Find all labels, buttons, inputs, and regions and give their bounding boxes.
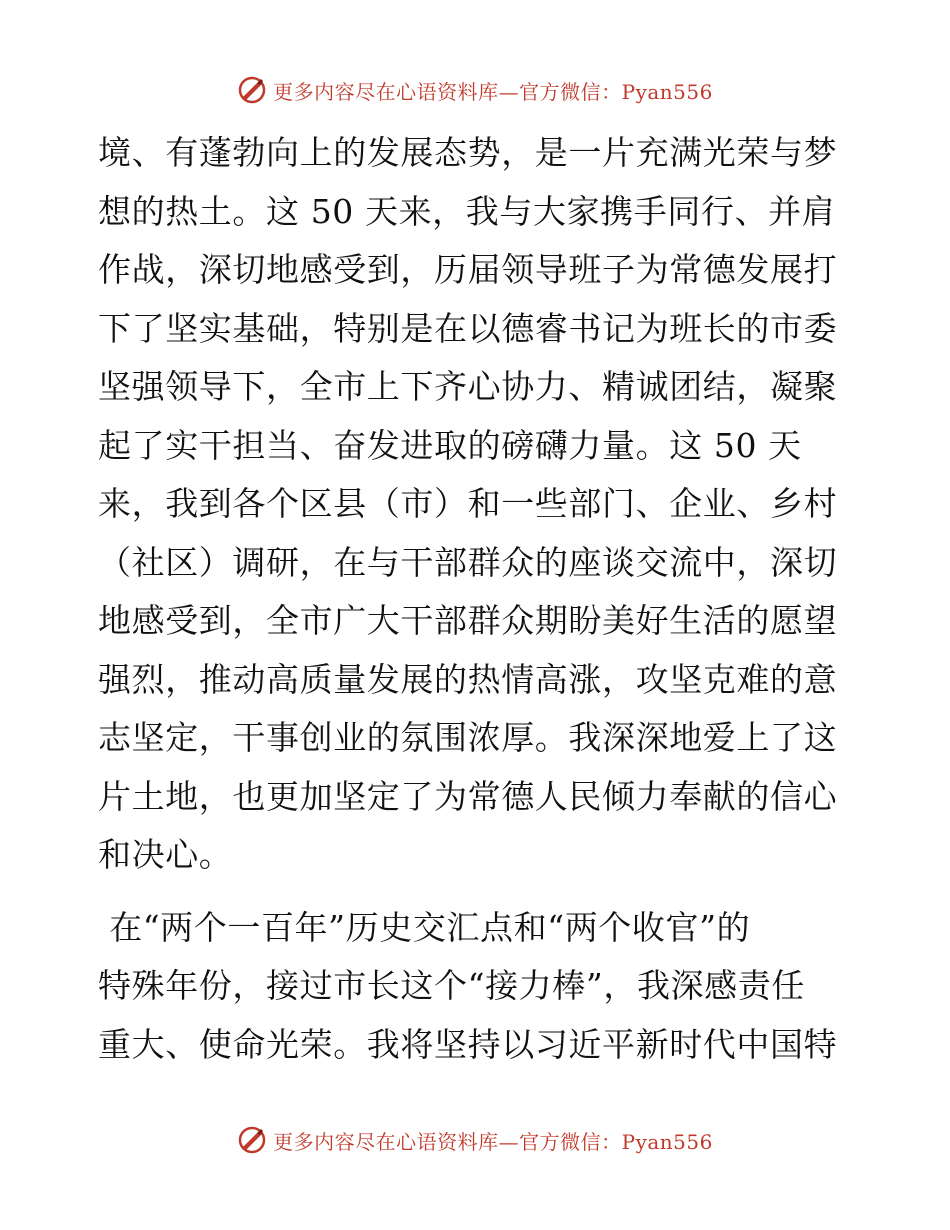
text-line: 在“两个一百年”历史交汇点和“两个收官”的	[98, 907, 751, 947]
pen-logo-icon	[237, 75, 267, 105]
text-line: 来，我到各个区县（市）和一些部门、企业、乡村	[98, 484, 838, 523]
text-line: 境、有蓬勃向上的发展态势，是一片充满光荣与梦	[98, 133, 838, 172]
paragraph-1	[98, 124, 858, 885]
text-line: 重大、使命光荣。我将坚持以习近平新时代中国特	[98, 1024, 838, 1064]
text-line: 下了坚实基础，特别是在以德睿书记为班长的市委	[98, 308, 838, 348]
text-line: 起了实干担当、奋发进取的磅礴力量。这 50 天	[98, 425, 802, 465]
text-line: 志坚定，干事创业的氛围浓厚。我深深地爱上了这	[98, 718, 838, 757]
text-line: 强烈，推动高质量发展的热情高涨，攻坚克难的意	[98, 659, 838, 699]
text-line: 想的热土。这 50 天来，我与大家携手同行、并肩	[98, 191, 836, 231]
header-watermark	[0, 72, 950, 108]
text-line: 片土地，也更加坚定了为常德人民倾力奉献的信心	[98, 776, 838, 816]
footer-text: 更多内容尽在心语资料库—官方微信：Pyan556	[273, 1129, 713, 1154]
text-line: （社区）调研，在与干部群众的座谈交流中，深切	[98, 542, 838, 582]
pen-logo-icon	[237, 1125, 267, 1155]
text-line: 和决心。	[98, 835, 233, 874]
text-line: 坚强领导下，全市上下齐心协力、精诚团结，凝聚	[98, 367, 838, 406]
header-text: 更多内容尽在心语资料库—官方微信：Pyan556	[273, 79, 713, 104]
document-body	[98, 124, 858, 1074]
text-line: 特殊年份，接过市长这个“接力棒”，我深感责任	[98, 966, 805, 1005]
text-line: 地感受到，全市广大干部群众期盼美好生活的愿望	[98, 601, 838, 640]
footer-watermark	[0, 1122, 950, 1158]
text-line: 作战，深切地感受到，历届领导班子为常德发展打	[98, 250, 838, 289]
paragraph-gap	[98, 885, 858, 899]
paragraph-2	[98, 899, 858, 1075]
